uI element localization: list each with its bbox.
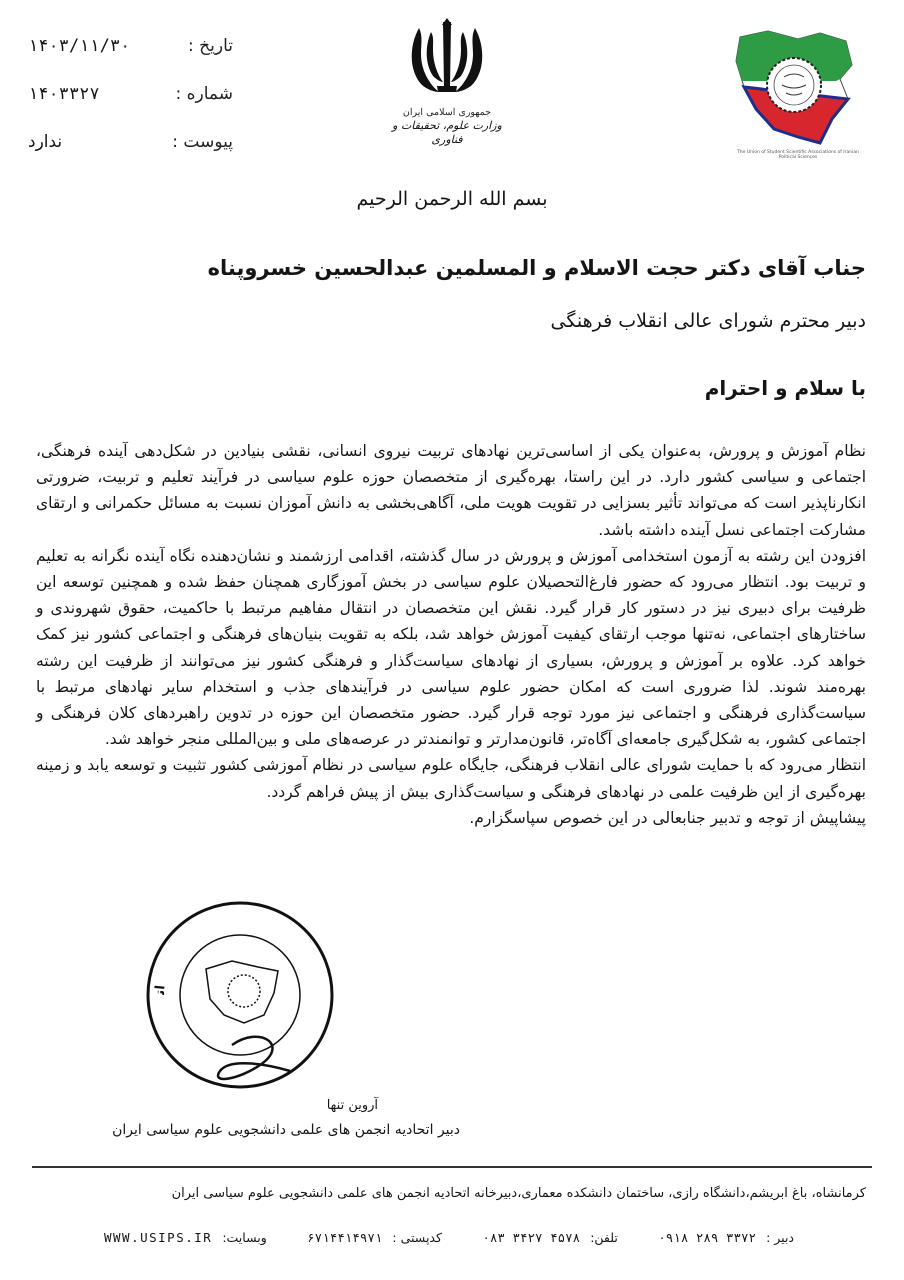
secretary-phone: ۰۹۱۸ ۲۸۹ ۳۳۷۲	[658, 1230, 757, 1245]
letter-body	[36, 438, 866, 831]
letter-meta	[28, 22, 233, 166]
addressee-position: دبیر محترم شورای عالی انقلاب فرهنگی	[550, 310, 866, 332]
website-link[interactable]: WWW.USIPS.IR	[104, 1230, 213, 1245]
greeting: با سلام و احترام	[704, 376, 866, 400]
phone-value: ۰۸۳ ۳۴۲۷ ۴۵۷۸	[482, 1230, 581, 1245]
body-paragraph: انتظار می‌رود که با حمایت شورای عالی انقلاب فرهنگی، جایگاه علوم سیاسی در نظام آموزشی کشور تثبیت و توسعه یابد و زمینه بهره‌گیری از این ظرفیت علمی در نهادهای فرهنگی و سیاست‌گذاری بیش از پیش فراهم گردد.	[36, 756, 866, 801]
emblem-caption: جمهوری اسلامی ایران	[402, 107, 492, 118]
secretary-label: دبیر :	[766, 1230, 794, 1245]
attachment-value: ندارد	[28, 132, 63, 152]
phone-item	[482, 1230, 618, 1245]
union-logo	[728, 25, 863, 155]
svg-text:اتحادیه انجمن های علمی دانشجوی: ات	[152, 984, 169, 996]
basmala: بسم الله الرحمن الرحیم	[356, 188, 548, 210]
body-paragraph: پیشاپیش از توجه و تدبیر جنابعالی در این خصوص سپاسگزارم.	[469, 808, 866, 827]
postal-code-item	[307, 1230, 442, 1245]
attachment-row	[28, 118, 233, 166]
signer-name: آروین تنها	[326, 1098, 378, 1113]
seal-stamp-icon	[140, 895, 340, 1095]
number-label: شماره :	[175, 84, 233, 104]
ministry-name: وزارت علوم، تحقیقات و فناوری	[392, 119, 502, 146]
emblem-icon	[407, 18, 487, 100]
iran-emblem	[392, 18, 502, 148]
website-label: وبسایت:	[222, 1230, 267, 1245]
date-row	[28, 22, 233, 70]
footer-divider	[32, 1166, 872, 1168]
secretary-phone-item	[658, 1230, 794, 1245]
signer-title: دبیر اتحادیه انجمن های علمی دانشجویی علوم سیاسی ایران	[112, 1122, 460, 1138]
logo-caption: The Union of Student Scientific Associations of Iranian Political Sciences	[737, 150, 859, 160]
number-row	[28, 70, 233, 118]
iran-map-icon	[728, 25, 863, 155]
number-value: ۱۴۰۳۳۲۷	[28, 84, 100, 104]
date-label: تاریخ :	[188, 36, 233, 56]
date-value: ۱۴۰۳/۱۱/۳۰	[28, 36, 131, 56]
postal-label: کدپستی :	[392, 1230, 442, 1245]
website-item	[104, 1230, 267, 1245]
footer-address: کرمانشاه، باغ ابریشم،دانشگاه رازی، ساختمان دانشکده معماری،دبیرخانه اتحادیه انجمن های علمی دانشجویی علوم سیاسی ایران	[171, 1186, 866, 1201]
postal-value: ۶۷۱۴۴۱۴۹۷۱	[307, 1230, 383, 1245]
footer-contacts	[104, 1230, 794, 1245]
union-seal	[140, 895, 340, 1095]
addressee: جناب آقای دکتر حجت الاسلام و المسلمین عبدالحسین خسروپناه	[207, 256, 866, 280]
body-paragraph: نظام آموزش و پرورش، به‌عنوان یکی از اساسی‌ترین نهادهای تربیت نیروی انسانی، نقشی بنیادین در شکل‌دهی آینده فرهنگی، اجتماعی و سیاسی کشور دارد. در این راستا، بهره‌گیری از متخصصان حوزه علوم سیاسی در فرآیند تعلیم و تربیت، ضرورتی انکارناپذیر است که می‌تواند تأثیر بسزایی در تقویت هویت ملی، آگاهی‌بخشی به دانش آموزان نسبت به مسائل حکمرانی و ارتقای مشارکت اجتماعی نسل آینده داشته باشد.	[36, 442, 866, 539]
body-paragraph: افزودن این رشته به آزمون استخدامی آموزش و پرورش در سال گذشته، اقدامی ارزشمند و نشان‌دهنده نگاه آینده نگرانه به تعلیم و تربیت بود. انتظار می‌رود که حضور فارغ‌التحصیلان علوم سیاسی در بخش آموزگاری همچنان حفظ شده و همچنین توسعه این ظرفیت برای دبیری نیز در دستور کار قرار گیرد. نقش این متخصصان در انتقال مفاهیم مرتبط با حاکمیت، حقوق شهروندی و ساختارهای اجتماعی، نه‌تنها موجب ارتقای کیفیت آموزش خواهد شد، بلکه به تقویت بنیان‌های فرهنگی و اجتماعی کشور نیز کمک خواهد کرد. علاوه بر آموزش و پرورش، بسیاری از نهادهای سیاست‌گذار و فرهنگی کشور نیز می‌توانند از ظرفیت این رشته بهره‌مند شوند. لذا ضروری است که امکان حضور علوم سیاسی در فرآیندهای جذب و استخدام سایر نهادهای مرتبط با سیاست‌گذاری فرهنگی و اجتماعی نیز مورد توجه قرار گیرد. حضور متخصصان این حوزه در تدوین راهبردهای کلان فرهنگی و اجتماعی کشور، به شکل‌گیری جامعه‌ای آگاه‌تر، قانون‌مدارتر و توانمندتر در عرصه‌های ملی و بین‌المللی منجر خواهد شد.	[36, 546, 866, 749]
attachment-label: پیوست :	[172, 132, 233, 152]
phone-label: تلفن:	[590, 1230, 618, 1245]
